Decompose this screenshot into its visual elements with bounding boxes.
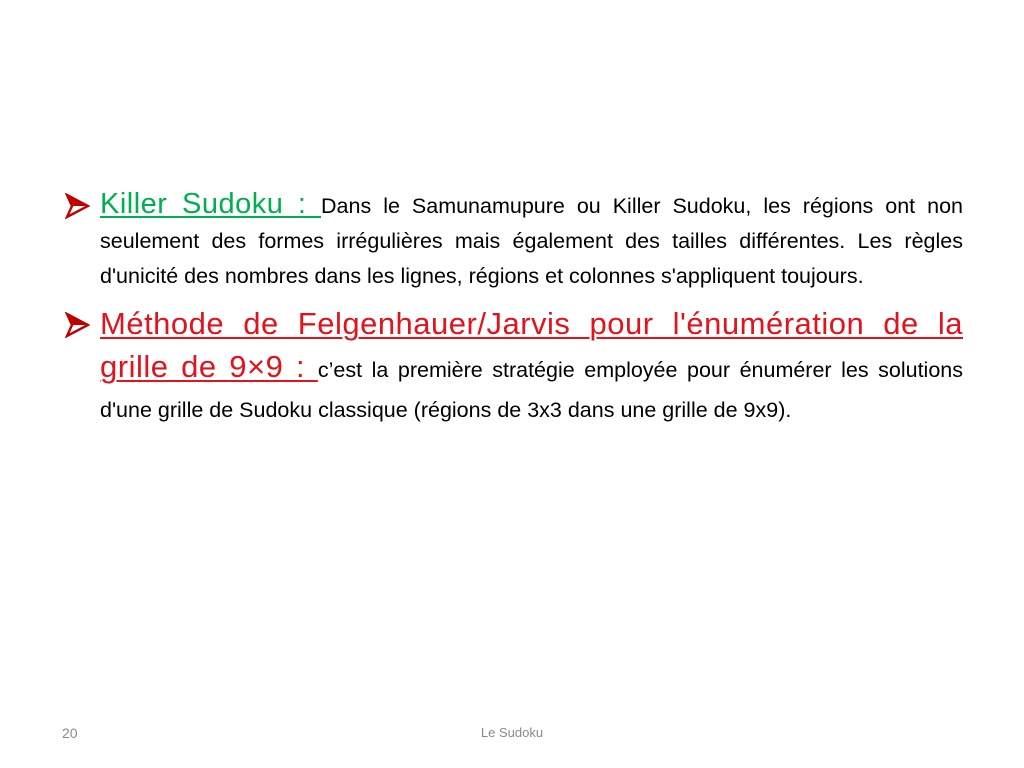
bullet-body: Dans le Samunamupure ou Killer Sudoku, les régions ont non seulement des formes irrégulières mais également des tailles différentes. Les règles d'unicité des nombres dans les lignes, régions et colonnes s'appliquent toujours. [100,194,963,288]
footer-title: Le Sudoku [480,725,544,740]
bullet-item-killer-sudoku [64,187,963,294]
bullet-list [64,187,963,440]
arrow-bullet-icon [64,312,92,340]
arrow-bullet-icon [64,193,92,221]
bullet-item-felgenhauer-jarvis [64,304,963,430]
bullet-heading: Méthode de Felgenhauer/Jarvis pour l'énumération de la grille de 9×9 : [100,306,963,384]
page-number: 20 [62,725,78,741]
bullet-body: c’est la première stratégie employée pour énumérer les solutions d'une grille de Sudoku classique (régions de 3x3 dans une grille de 9x9). [100,358,963,422]
bullet-heading: Killer Sudoku : [100,188,322,220]
